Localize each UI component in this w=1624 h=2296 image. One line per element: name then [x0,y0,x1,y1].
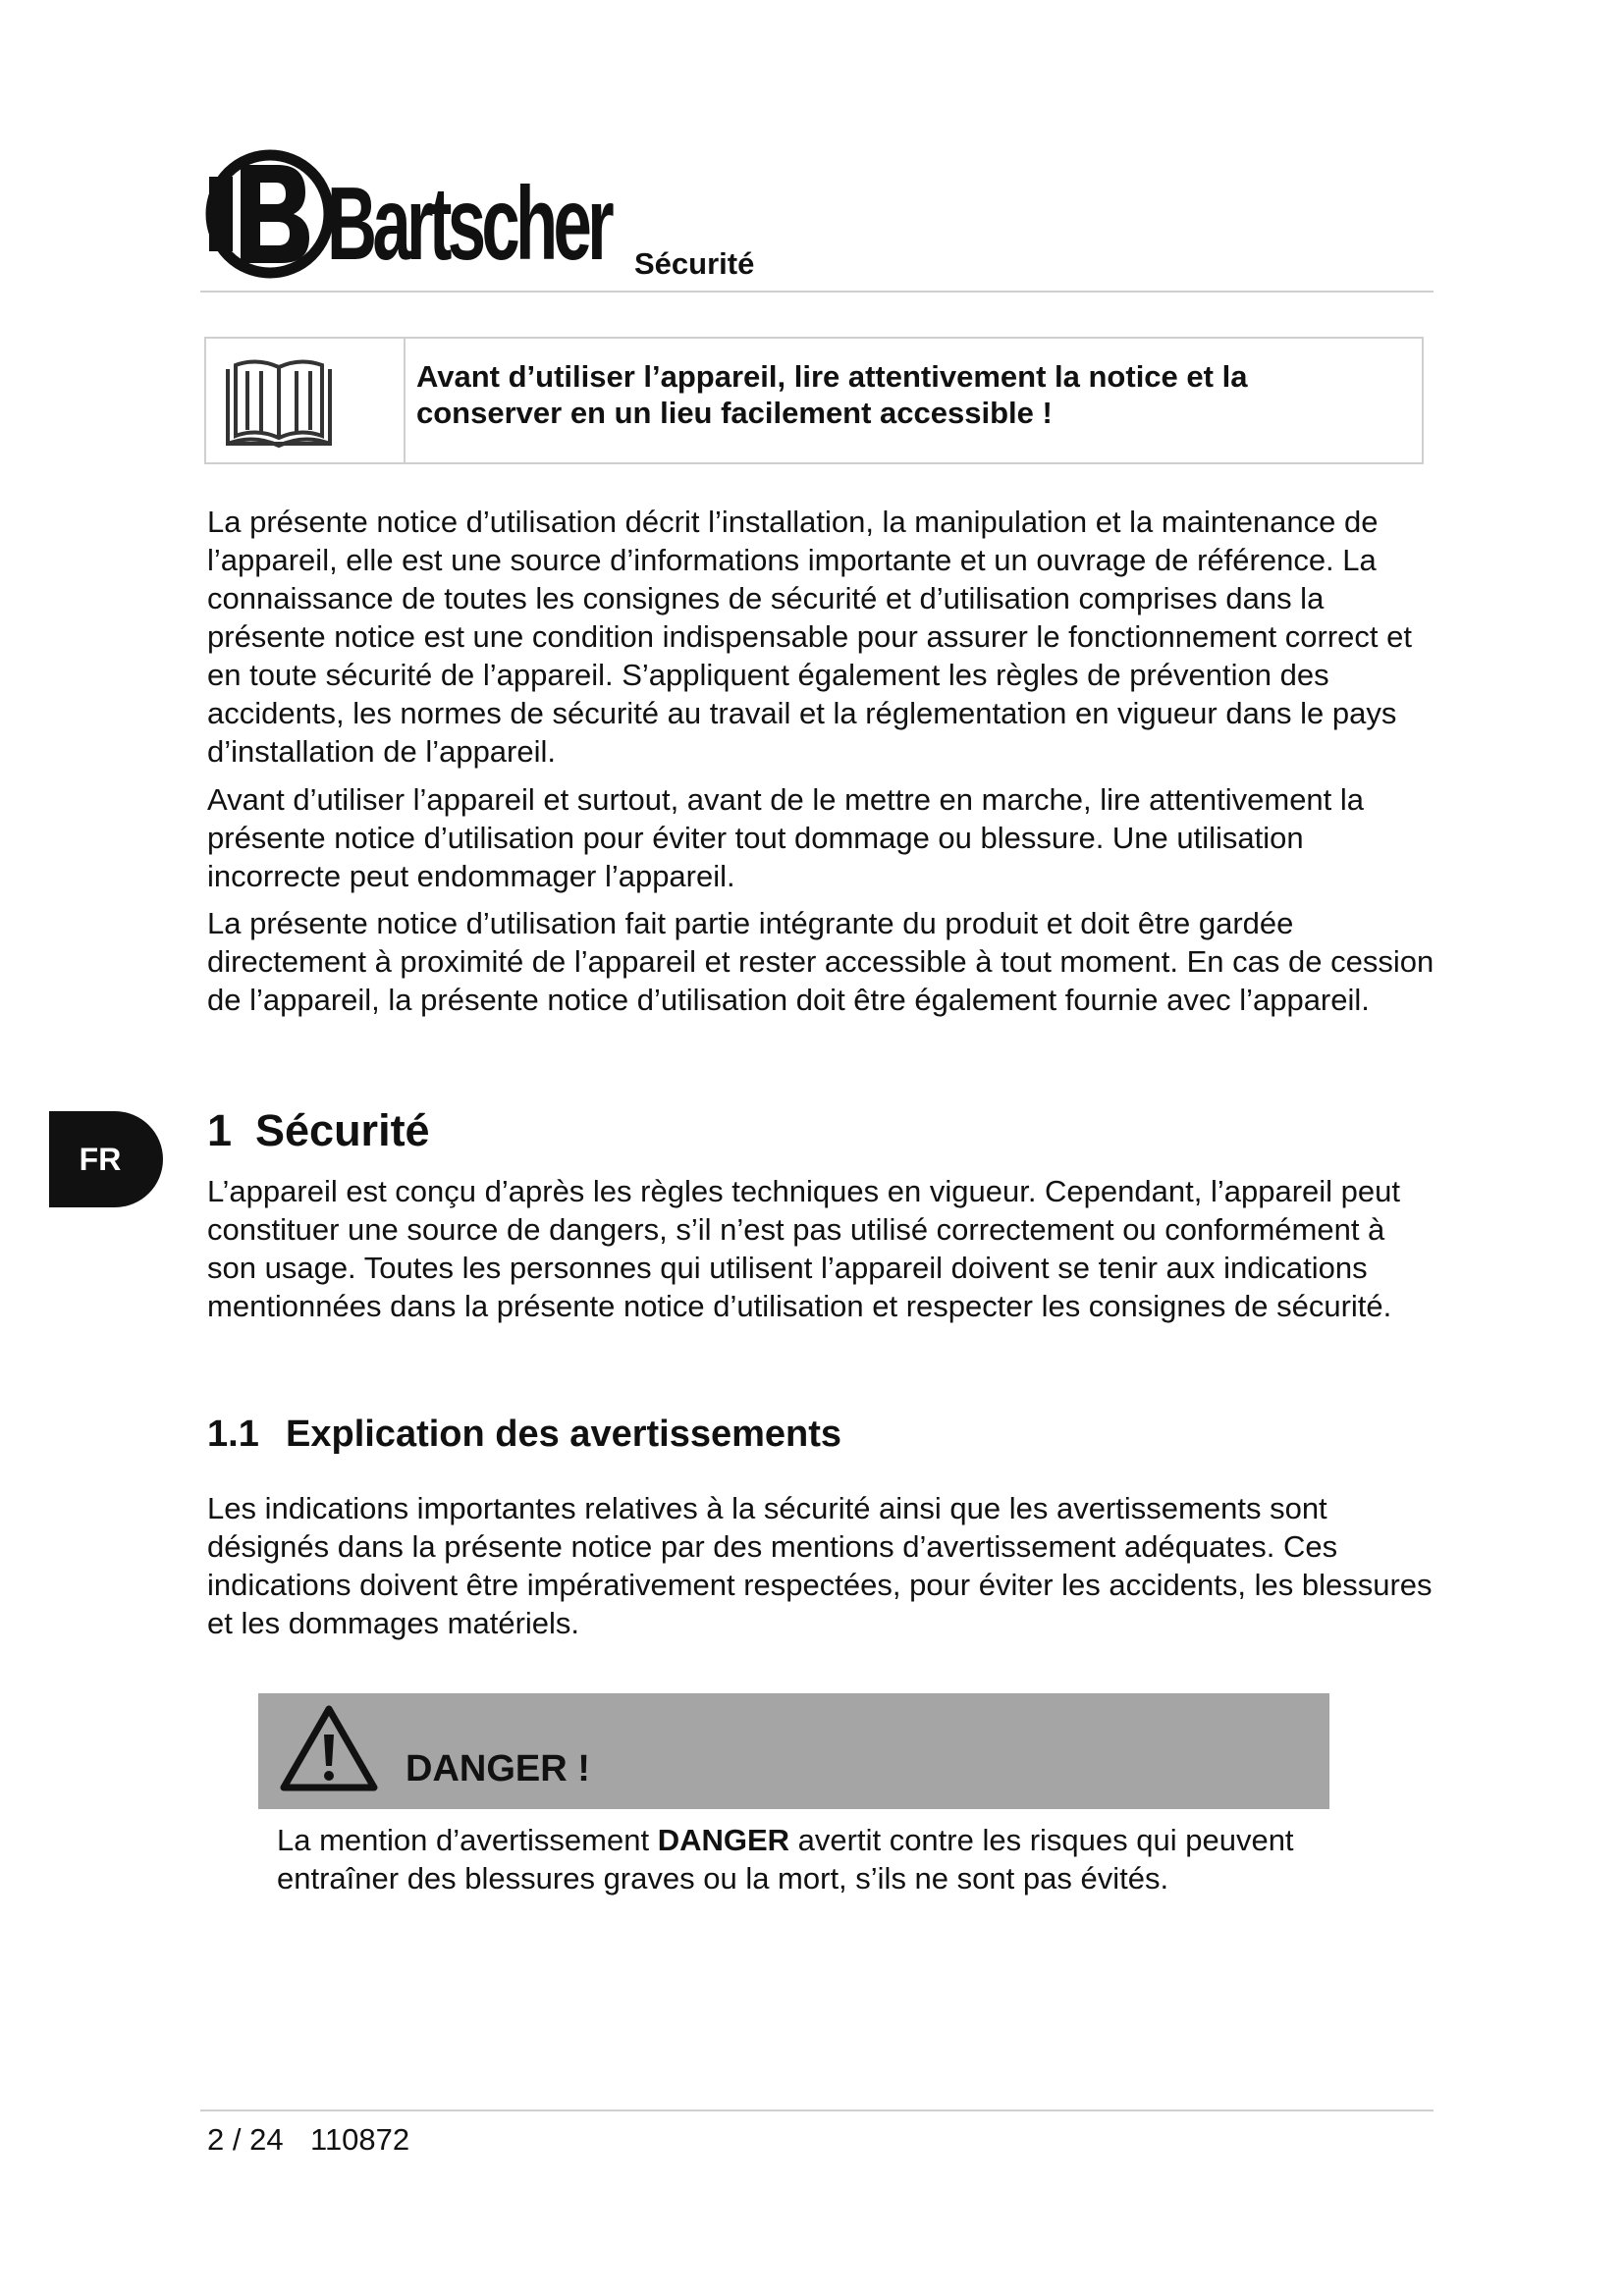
danger-description [277,1821,1327,1897]
section-paragraph: L’appareil est conçu d’après les règles techniques en vigueur. Cependant, l’appareil peut constituer une source de dangers, s’il n’est pas utilisé correctement ou conformément à son usage. Toutes les personnes qui utilisent l’appareil doivent se tenir aux indications mentionnées dans la présente notice d’utilisation et respecter les consignes de sécurité. [207,1174,1400,1323]
intro-paragraph: La présente notice d’utilisation décrit l’installation, la manipulation et la maintenance de l’appareil, elle est une source d’informations importante et un ouvrage de référence. La connaissance de toutes les consignes de sécurité et d’utilisation comprises dans la présente notice est une condition indispensable pour assurer le fonctionnement correct et en toute sécurité de l’appareil. S’appliquent également les règles de prévention des accidents, les normes de sécurité au travail et la réglementation en vigueur dans le pays d’installation de l’appareil. [207,505,1412,769]
danger-text-before: La mention d’avertissement [277,1823,658,1857]
read-manual-notice [204,337,1424,464]
danger-label: DANGER ! [406,1748,590,1789]
intro-paragraph: Avant d’utiliser l’appareil et surtout, avant de le mettre en marche, lire attentivement la présente notice d’utilisation pour éviter tout dommage ou blessure. Une utilisation incorrecte peut endommager l’appareil. [207,782,1365,893]
section-title: Sécurité [255,1105,430,1155]
section-heading [207,1105,430,1156]
intro-paragraph: La présente notice d’utilisation fait partie intégrante du produit et doit être gardée directement à proximité de l’appareil et rester accessible à tout moment. En cas de cession de l’appareil, la présente notice d’utilisation doit être également fournie avec l’appareil. [207,906,1435,1017]
header-title: Sécurité [634,246,755,281]
danger-banner [258,1693,1329,1809]
page-number: 2 / 24 [207,2122,284,2157]
danger-keyword: DANGER [657,1823,790,1857]
subsection-title: Explication des avertissements [286,1414,842,1455]
subsection-heading [207,1414,841,1456]
document-number: 110872 [310,2122,410,2157]
header-divider [200,291,1434,293]
notice-text: Avant d’utiliser l’appareil, lire attentivement la notice et la conserver en un lieu facilement accessible ! [416,359,1248,430]
logo-wordmark: Bartscher [327,166,614,281]
footer-divider [200,2109,1434,2111]
subsection-number: 1.1 [207,1414,259,1455]
book-icon [220,355,338,452]
language-tab: FR [49,1111,163,1207]
bartscher-logo [203,147,616,281]
section-number: 1 [207,1105,233,1155]
danger-text-after: avertit contre les risques qui peuvent entraîner des blessures graves ou la mort, s’ils ne sont pas évités. [277,1823,1294,1896]
notice-divider [404,339,406,462]
subsection-paragraph: Les indications importantes relatives à la sécurité ainsi que les avertissements sont désignés dans la présente notice par des mentions d’avertissement adéquates. Ces indications doivent être impérativement respectées, pour éviter les accidents, les blessures et les dommages matériels. [207,1491,1433,1640]
warning-triangle-icon [278,1701,380,1795]
